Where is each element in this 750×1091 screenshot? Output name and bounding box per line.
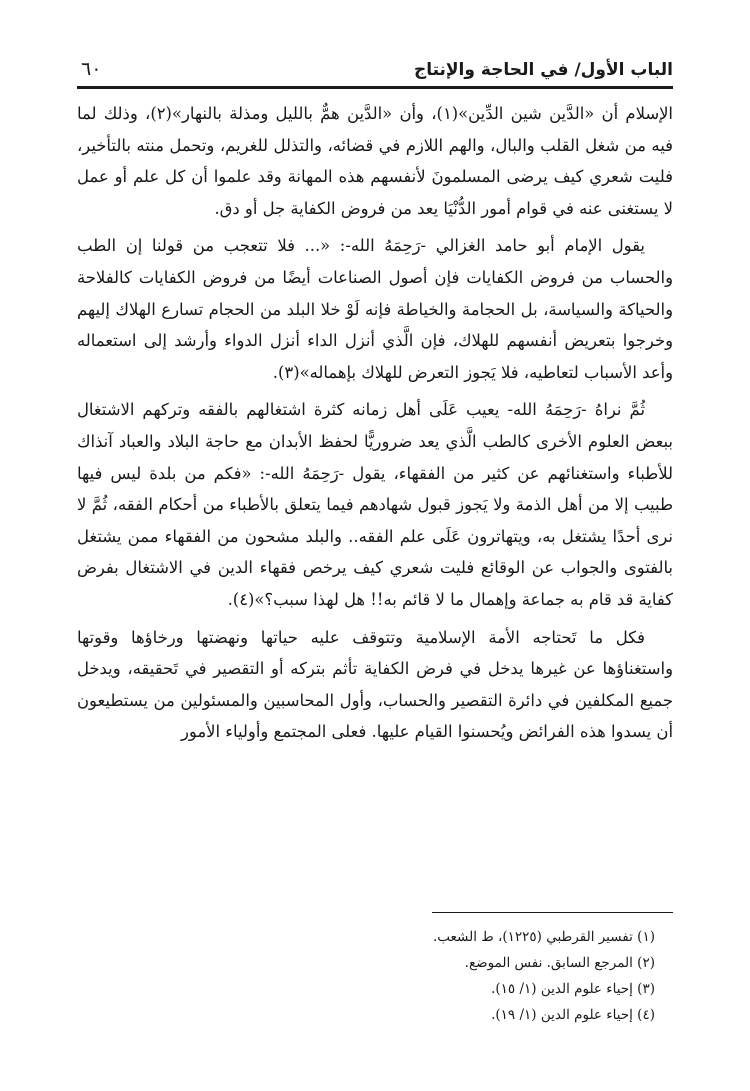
main-text: [77, 98, 673, 754]
running-header: [77, 56, 673, 86]
footnote-separator: [432, 912, 673, 913]
header-rule: [77, 86, 673, 89]
footnote-item: (٢) المرجع السابق. نفس الموضع.: [464, 955, 655, 971]
footnotes: [77, 924, 673, 1028]
paragraph: يقول الإمام أبو حامد الغزالي -رَحِمَهُ الله-: «... فلا تتعجب من قولنا إن الطب والحساب من فروض الكفايات فإن أصول الصناعات أيضًا من فروض الكفايات كالفلاحة والحياكة والسياسة، بل الحجامة والخياطة فإنه لَوْ خلا البلد من الحجام تسارع الهلاك إليهم وخرجوا بتعريض أنفسهم للهلاك، فإن الَّذي أنزل الداء أنزل الدواء وأرشد إلى استعماله وأعد الأسباب لتعاطيه، فلا يَجوز التعرض للهلاك بإهماله»(٣).: [77, 236, 673, 382]
chapter-title: الباب الأول/ في الحاجة والإنتاج: [413, 60, 673, 80]
footnote-item: (١) تفسير القرطبي (١٢٢٥)، ط الشعب.: [432, 929, 655, 945]
footnote-item: (٣) إحياء علوم الدين (١/ ١٥).: [491, 981, 655, 997]
paragraph: الإسلام أن «الدَّين شين الدِّين»(١)، وأن «الدَّين همٌّ بالليل ومذلة بالنهار»(٢)، وذلك لما فيه من شغل القلب والبال، والهم اللازم في قضائه، والتذلل للغريم، وتحمل منته بالتأخير، فليت شعري كيف يرضى المسلمونَ لأنفسهم هذه المهانة وقد علموا أن كل علم أو عمل لا يستغنى عنه في قوام أمور الدُّنْيَا يعد من فروض الكفاية جل أو دق.: [77, 104, 673, 218]
footnote-item: (٤) إحياء علوم الدين (١/ ١٩).: [491, 1007, 655, 1023]
paragraph: فكل ما تَحتاجه الأمة الإسلامية وتتوقف عليه حياتها ونهضتها ورخاؤها وقوتها واستغناؤها عن غيرها يدخل في فرض الكفاية تأثم بتركه أو التقصير في تَحقيقه، ويدخل جميع المكلفين في دائرة التقصير والحساب، وأول المحاسبين والمسئولين من يستطيعون أن يسدوا هذه الفرائض ويُحسنوا القيام عليها. فعلى المجتمع وأولياء الأمور: [77, 627, 673, 742]
page-number: ٦٠: [81, 58, 102, 80]
paragraph: ثُمَّ نراهُ -رَحِمَهُ الله- يعيب عَلَى أهل زمانه كثرة اشتغالهم بالفقه وتركهم الاشتغال ببعض العلوم الأخرى كالطب الَّذي يعد ضروريًّا لحفظ الأبدان مع حاجة البلاد والعباد آنذاك للأطباء واستغنائهم عن كثير من الفقهاء، يقول -رَحِمَهُ الله-: «فكم من بلدة ليس فيها طبيب إلا من أهل الذمة ولا يَجوز قبول شهادهم فيما يتعلق بالأطباء من أحكام الفقه، ثُمَّ لا نرى أحدًا يشتغل به، ويتهاترون عَلَى علم الفقه.. والبلد مشحون من الفقهاء ممن يشتغل بالفتوى والجواب عن الوقائع فليت شعري كيف يرخص فقهاء الدين في الاشتغال بفرض كفاية قد قام به جماعة وإهمال ما لا قائم به!! هل لهذا سبب؟»(٤).: [77, 400, 673, 609]
